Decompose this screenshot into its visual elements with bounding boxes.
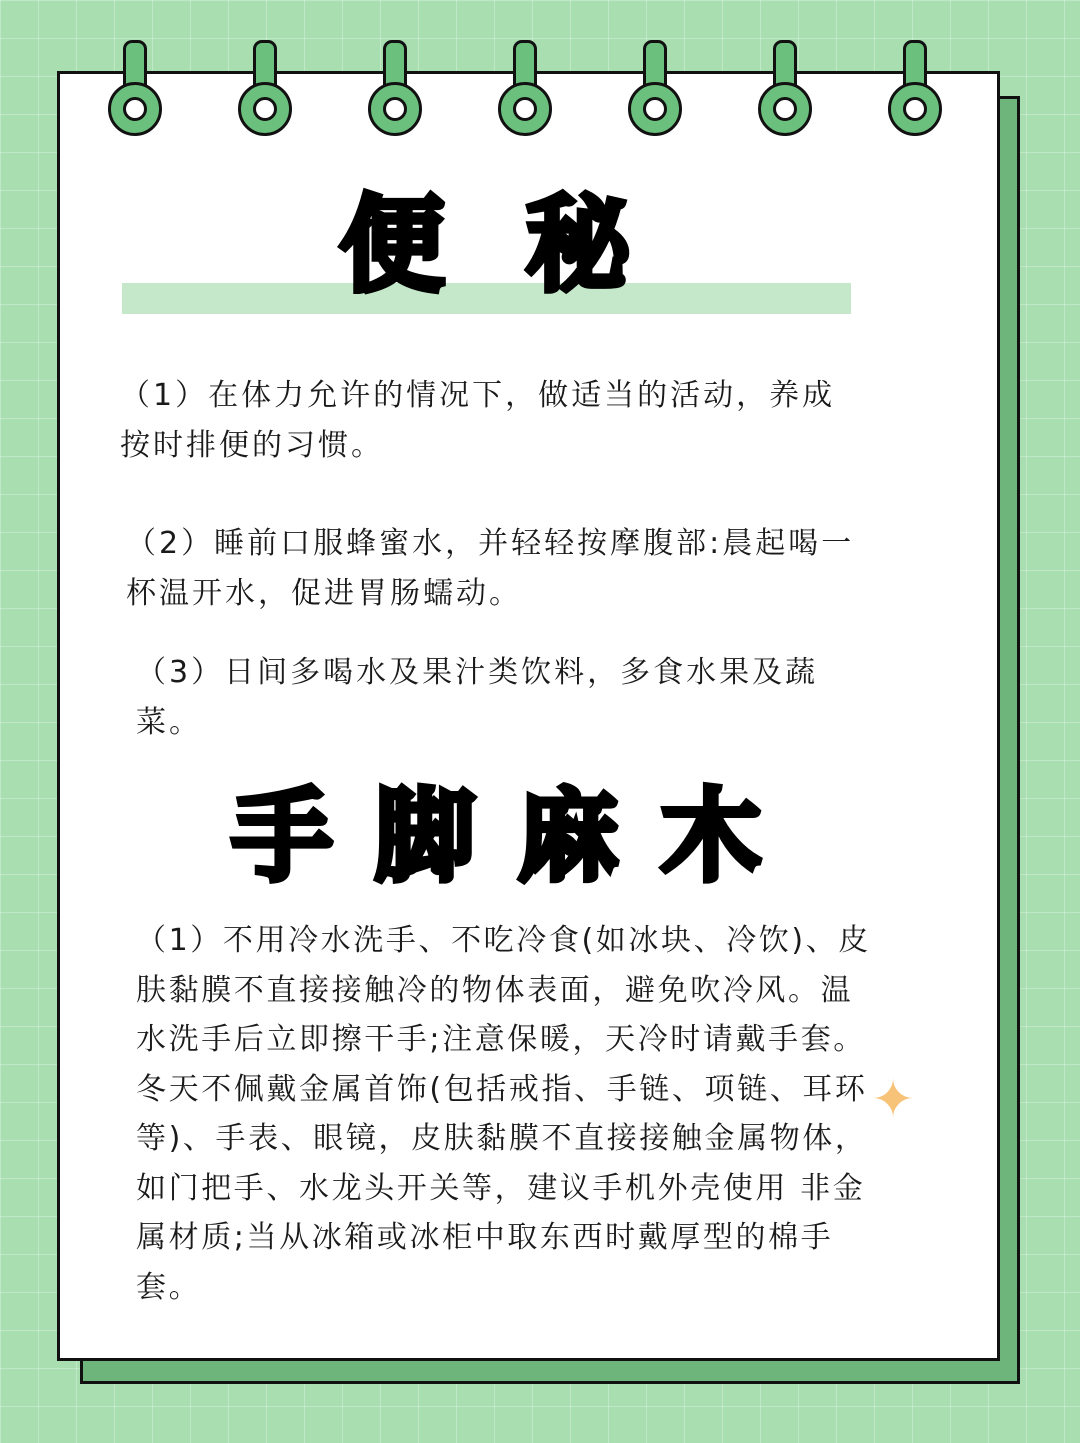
text-line: 肤黏膜不直接接触冷的物体表面，避免吹冷风。温 — [136, 972, 854, 1008]
constipation-tip-1 — [120, 371, 835, 471]
notebook-ring-icon — [628, 40, 682, 136]
notebook-ring-icon — [238, 40, 292, 136]
numbness-tip-1 — [136, 916, 871, 1312]
text-line: （3）日间多喝水及果汁类饮料，多食水果及蔬 — [136, 655, 819, 690]
notebook-ring-icon — [498, 40, 552, 136]
text-line: 冬天不佩戴金属首饰(包括戒指、手链、项链、耳环 — [136, 1071, 868, 1107]
text-line: 等)、手表、眼镜，皮肤黏膜不直接接触金属物体， — [136, 1121, 868, 1156]
text-line: 菜。 — [136, 705, 202, 740]
text-line: 按时排便的习惯。 — [120, 428, 384, 463]
text-line: （1）在体力允许的情况下，做适当的活动，养成 — [120, 378, 836, 413]
text-line: 属材质;当从冰箱或冰柜中取东西时戴厚型的棉手 — [136, 1220, 834, 1255]
text-line: 杯温开水，促进胃肠蠕动。 — [126, 576, 522, 611]
notebook-ring-icon — [108, 40, 162, 136]
sparkle-icon: ✦ — [871, 1070, 915, 1130]
text-line: （1）不用冷水洗手、不吃冷食(如冰块、冷饮)、皮 — [136, 923, 871, 958]
section-title-numbness: 手脚麻木 — [232, 778, 804, 895]
notebook-ring-icon — [368, 40, 422, 136]
text-line: 水洗手后立即擦干手;注意保暖，天冷时请戴手套。 — [136, 1022, 866, 1057]
text-line: （2）睡前口服蜂蜜水，并轻轻按摩腹部:晨起喝一 — [126, 526, 855, 561]
constipation-tip-3 — [136, 648, 818, 748]
text-line: 套。 — [136, 1269, 202, 1305]
notebook-ring-icon — [758, 40, 812, 136]
section-title-constipation: 便秘 — [340, 184, 713, 306]
notebook-ring-icon — [888, 40, 942, 136]
constipation-tip-2 — [126, 519, 854, 619]
text-line: 如门把手、水龙头开关等，建议手机外壳使用 非金 — [136, 1170, 866, 1206]
